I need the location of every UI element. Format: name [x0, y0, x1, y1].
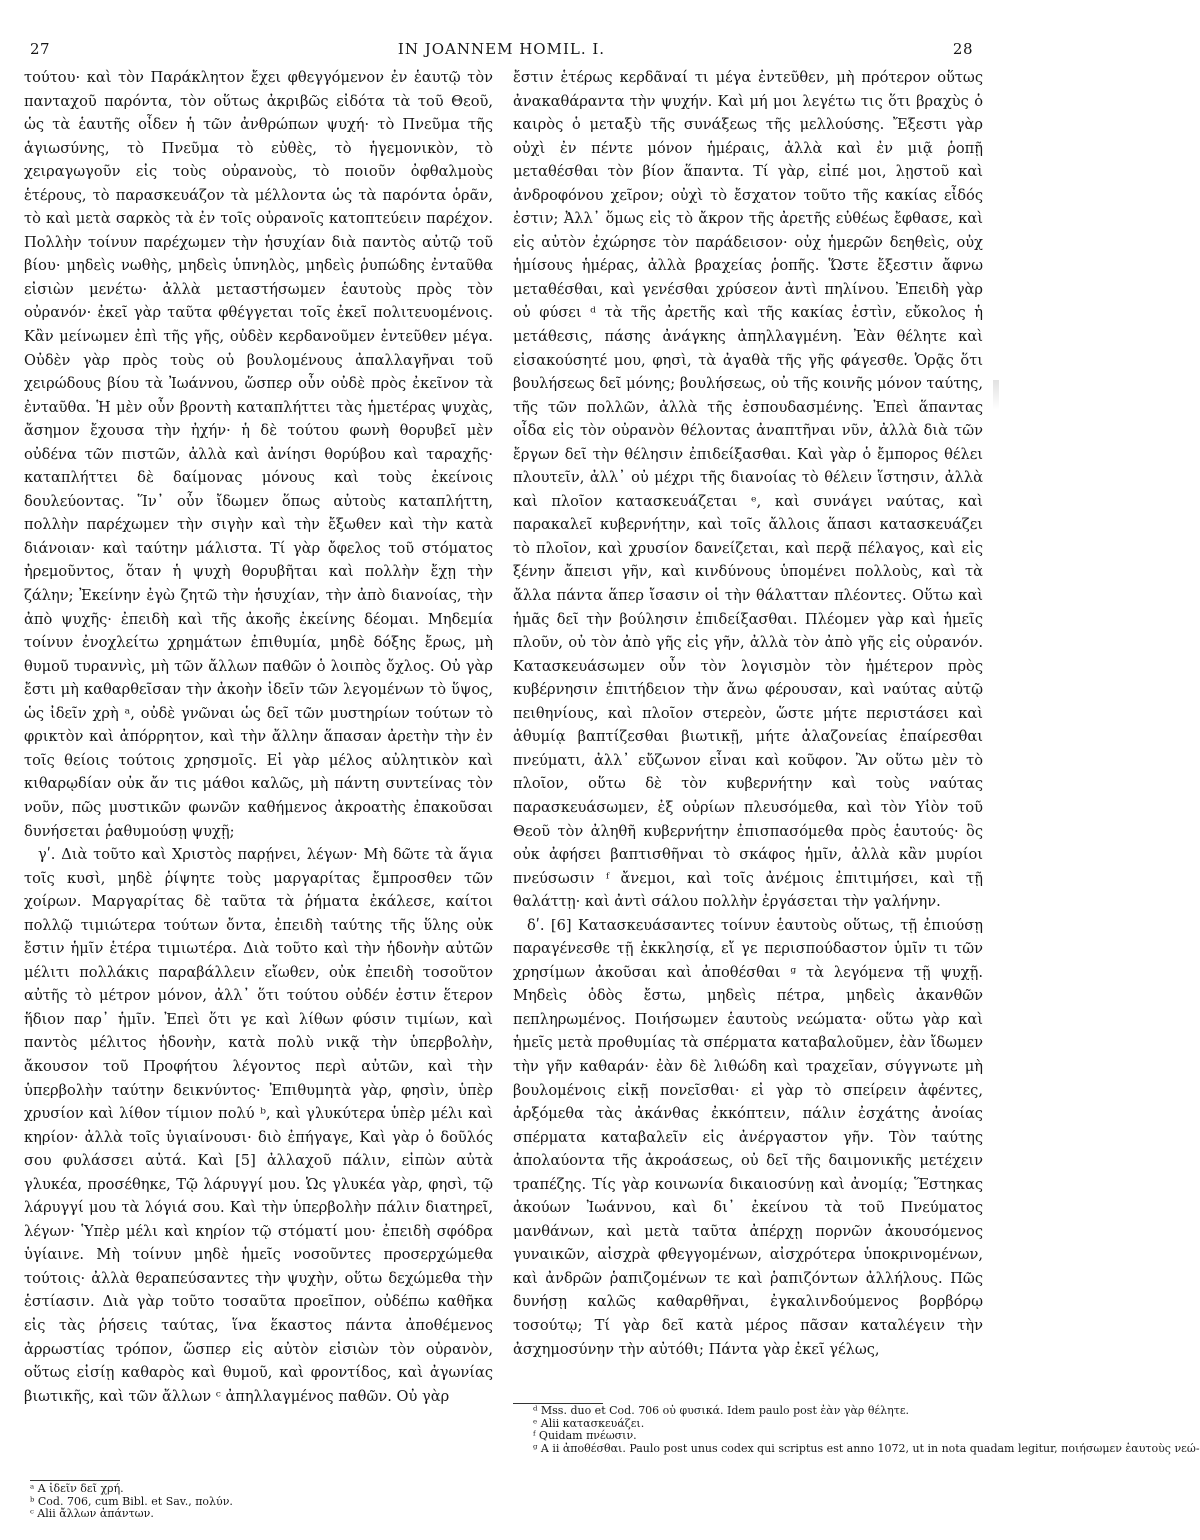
footnote: ᶜ Alii ἄλλων ἁπάντων.	[30, 1507, 154, 1520]
paragraph: τούτου· καὶ τὸν Παράκλητον ἔχει φθεγγόμενον ἐν ἑαυτῷ τὸν πανταχοῦ παρόντα, τὸν οὕτως ἀκριβῶς εἰδότα τὰ τοῦ Θεοῦ, ὡς τὰ ἑαυτῆς οἶδεν ἡ τῶν ἀνθρώπων ψυχή· τὸ Πνεῦμα τῆς ἁγιωσύνης, τὸ Πνεῦμα τὸ εὐθὲς, τὸ ἡγεμονικὸν, τὸ χειραγωγοῦν εἰς τοὺς οὐρανοὺς, τὸ ποιοῦν ὀφθαλμοὺς ἑτέρους, τὸ παρασκευάζον τὰ μέλλοντα ὡς τὰ παρόντα ὁρᾶν, τὸ καὶ μετὰ σαρκὸς τὰ ἐν τοῖς οὐρανοῖς κατοπτεύειν παρέχον. Πολλὴν τοίνυν παρέχωμεν τὴν ἡσυχίαν διὰ παντὸς αὐτῷ τοῦ βίου· μηδεὶς νωθὴς, μηδεὶς ὑπνηλὸς, μηδεὶς ῥυπώδης ἐνταῦθα εἰσιὼν μενέτω· ἀλλὰ μεταστήσωμεν ἑαυτοὺς πρὸς τὸν οὐρανόν· ἐκεῖ γὰρ ταῦτα φθέγγεται τοῖς ἐκεῖ πολιτευομένοις. Κἂν μείνωμεν ἐπὶ τῆς γῆς, οὐδὲν κερδανοῦμεν ἐντεῦθεν μέγα. Οὐδὲν γὰρ πρὸς τοὺς οὐ βουλομένους ἀπαλλαγῆναι τοῦ χειρώδους βίου τὰ Ἰωάννου, ὥσπερ οὖν οὐδὲ πρὸς ἐκεῖνον τὰ ἐνταῦθα. Ἡ μὲν οὖν βροντὴ καταπλήττει τὰς ἡμετέρας ψυχὰς, ἄσημον ἔχουσα τὴν ἠχήν· ἡ δὲ τούτου φωνὴ θορυβεῖ μὲν οὐδένα τῶν πιστῶν, ἀλλὰ καὶ ἀνίησι θορύβου καὶ ταραχῆς· καταπλήττει δὲ δαίμονας μόνους καὶ τοὺς ἐκείνοις δουλεύοντας. Ἵν᾿ οὖν ἴδωμεν ὅπως αὐτοὺς καταπλήττη, πολλὴν παρέχωμεν τὴν σιγὴν καὶ τὴν ἔξωθεν καὶ τὴν κατὰ διάνοιαν· καὶ ταύτην μάλιστα. Τί γὰρ ὄφελος τοῦ στόματος ἠρεμοῦντος, ὅταν ἡ ψυχὴ θορυβῆται καὶ πολλὴν ἔχῃ τὴν ζάλην; Ἐκείνην ἐγὼ ζητῶ τὴν ἡσυχίαν, τὴν ἀπὸ διανοίας, τὴν ἀπὸ ψυχῆς· ἐπειδὴ καὶ τῆς ἀκοῆς ἐκείνης δέομαι. Μηδεμία τοίνυν ἐνοχλείτω χρημάτων ἐπιθυμία, μηδὲ δόξης ἔρως, μὴ θυμοῦ τυραννὶς, μὴ τῶν ἄλλων παθῶν ὁ λοιπὸς ὄχλος. Οὐ γὰρ ἔστι μὴ καθαρθεῖσαν τὴν ἀκοὴν ἰδεῖν τῶν λεγομένων τὸ ὕψος, ὡς ἰδεῖν χρὴ ᵃ, οὐδὲ γνῶναι ὡς δεῖ τῶν μυστηρίων τούτων τὸ φρικτὸν καὶ ἀπόρρητον, καὶ τὴν ἄλλην ἅπασαν ἀρετὴν τὴν ἐν τοῖς θείοις τούτοις χρησμοῖς. Εἰ γὰρ μέλος αὐλητικὸν καὶ κιθαρῳδίαν οὐκ ἄν τις μάθοι καλῶς, μὴ πάντη συντείνας τὸν νοῦν, πῶς μυστικῶν φωνῶν καθήμενος ἀκροατὴς ἐπακοῦσαι δυνήσεται ῥαθυμούσῃ ψυχῇ;	[24, 69, 493, 840]
footnotes-left	[30, 1483, 500, 1521]
page-number-left: 27	[30, 40, 51, 58]
page-number-right: 28	[952, 40, 973, 58]
running-title: IN JOANNEM HOMIL. I.	[397, 40, 606, 58]
right-column	[513, 66, 983, 1361]
paragraph: ἔστιν ἑτέρως κερδᾶναί τι μέγα ἐντεῦθεν, μὴ πρότερον οὕτως ἀνακαθάραντα τὴν ψυχήν. Καὶ μή μοι λεγέτω τις ὅτι βραχὺς ὁ καιρὸς ὁ μεταξὺ τῆς συνάξεως τῆς μελλούσης. Ἔξεστι γὰρ οὐχὶ ἐν πέντε μόνον ἡμέραις, ἀλλὰ καὶ ἐν μιᾷ ῥοπῇ μεταθέσθαι τὸν βίον ἅπαντα. Τί γὰρ, εἰπέ μοι, λῃστοῦ καὶ ἀνδροφόνου χεῖρον; οὐχὶ τὸ ἔσχατον τοῦτο τῆς κακίας εἶδός ἐστιν; Ἀλλ᾿ ὅμως εἰς τὸ ἄκρον τῆς ἀρετῆς εὐθέως ἔφθασε, καὶ εἰς αὐτὸν ἐχώρησε τὸν παράδεισον· οὐχ ἡμερῶν δεηθεὶς, οὐχ ἡμίσους ἡμέρας, ἀλλὰ βραχείας ῥοπῆς. Ὥστε ἔξεστιν ἄφνω μεταθέσθαι, καὶ γενέσθαι χρύσεον ἀντὶ πηλίνου. Ἐπειδὴ γὰρ οὐ φύσει ᵈ τὰ τῆς ἀρετῆς καὶ τῆς κακίας ἐστὶν, εὔκολος ἡ μετάθεσις, πάσης ἀνάγκης ἀπηλλαγμένη. Ἐὰν θέλητε καὶ εἰσακούσητέ μου, φησὶ, τὰ ἀγαθὰ τῆς γῆς φάγεσθε. Ὁρᾷς ὅτι βουλήσεως δεῖ μόνης; βουλήσεως, οὐ τῆς κοινῆς μόνον ταύτης, τῆς τῶν πολλῶν, ἀλλὰ τῆς ἐσπουδασμένης. Ἐπεὶ ἅπαντας οἶδα εἰς τὸν οὐρανὸν θέλοντας ἀναπτῆναι νῦν, ἀλλὰ διὰ τῶν ἔργων δεῖ τὴν θέλησιν ἐπιδείξασθαι. Καὶ γὰρ ὁ ἔμπορος θέλει πλουτεῖν, ἀλλ᾿ οὐ μέχρι τῆς διανοίας τὸ θέλειν ἵστησιν, ἀλλὰ καὶ πλοῖον κατασκευάζεται ᵉ, καὶ συνάγει ναύτας, καὶ παρακαλεῖ κυβερνήτην, καὶ τοῖς ἄλλοις ἅπασι κατασκευάζει τὸ πλοῖον, καὶ χρυσίον δανείζεται, καὶ περᾷ πέλαγος, καὶ εἰς ξένην ἄπεισι γῆν, καὶ κινδύνους ὑπομένει πολλοὺς, καὶ τὰ ἄλλα πάντα ἅπερ ἴσασιν οἱ τὴν θάλατταν πλέοντες. Οὕτω καὶ ἡμᾶς δεῖ τὴν βούλησιν ἐπιδείξασθαι. Πλέομεν γὰρ καὶ ἡμεῖς πλοῦν, οὐ τὸν ἀπὸ γῆς εἰς γῆν, ἀλλὰ τὸν ἀπὸ γῆς εἰς οὐρανόν. Κατασκευάσωμεν οὖν τὸν λογισμὸν τὸν ἡμέτερον πρὸς κυβέρνησιν ἐπιτήδειον τὴν ἄνω φέρουσαν, καὶ ναύτας αὐτῷ πειθηνίους, καὶ πλοῖον στερεὸν, ὥστε μήτε περιστάσει καὶ ἀθυμίᾳ βαπτίζεσθαι βιωτικῇ, μήτε ἀλαζονείας ἐπαίρεσθαι πνεύματι, ἀλλ᾿ εὔζωνον εἶναι καὶ κοῦφον. Ἂν οὕτω μὲν τὸ πλοῖον, οὕτω δὲ τὸν κυβερνήτην καὶ τοὺς ναύτας παρασκευάσωμεν, ἐξ οὐρίων πλευσόμεθα, καὶ τὸν Υἱὸν τοῦ Θεοῦ τὸν ἀληθῆ κυβερνήτην ἐπισπασόμεθα πρὸς ἑαυτούς· ὃς οὐκ ἀφήσει βαπτισθῆναι τὸ σκάφος ἡμῖν, ἀλλὰ κἂν μυρίοι πνεύσωσιν ᶠ ἄνεμοι, καὶ τοῖς ἀνέμοις ἐπιτιμήσει, καὶ τῇ θαλάττῃ· καὶ ἀντὶ σάλου πολλὴν ἐργάσεται τὴν γαλήνην.	[513, 69, 983, 911]
footnote-rule-left	[30, 1480, 120, 1481]
footnote: ᵉ Alii κατασκευάζει.	[533, 1416, 645, 1430]
footnote: ᶠ Quidam πνέωσιν.	[533, 1429, 637, 1442]
footnote: ᵈ Mss. duo et Cod. 706 οὐ φυσικά. Idem paulo post ἐὰν γὰρ θέλητε.	[533, 1404, 910, 1417]
left-column	[24, 66, 493, 1408]
scan-margin-mark	[993, 380, 999, 410]
running-header	[30, 40, 973, 64]
paragraph-section-3: γʹ. Διὰ τοῦτο καὶ Χριστὸς παρῄνει, λέγων· Μὴ δῶτε τὰ ἅγια τοῖς κυσὶ, μηδὲ ῥίψητε τοὺς μαργαρίτας ἔμπροσθεν τῶν χοίρων. Μαργαρίτας δὲ ταῦτα τὰ ῥήματα ἐκάλεσε, καίτοι πολλῷ τιμιώτερα τούτων ὄντα, ἐπειδὴ ταύτης τῆς ὕλης οὐκ ἔστιν ἡμῖν ἑτέρα τιμιωτέρα. Διὰ τοῦτο καὶ τὴν ἡδονὴν αὐτῶν μέλιτι πολλάκις παραβάλλειν εἴωθεν, οὐκ ἐπειδὴ τοσοῦτον αὐτῆς τὸ μέτρον μόνον, ἀλλ᾿ ὅτι τούτου οὐδέν ἐστιν ἕτερον ἥδιον παρ᾿ ἡμῖν. Ἐπεὶ ὅτι γε καὶ λίθων φύσιν τιμίων, καὶ παντὸς μέλιτος ἡδονὴν, κατὰ πολὺ νικᾷ τὴν ὑπερβολὴν, ἄκουσον τοῦ Προφήτου λέγοντος περὶ αὐτῶν, καὶ τὴν ὑπερβολὴν ταύτην δεικνύντος· Ἐπιθυμητὰ γὰρ, φησὶν, ὑπὲρ χρυσίον καὶ λίθον τίμιον πολύ ᵇ, καὶ γλυκύτερα ὑπὲρ μέλι καὶ κηρίον· ἀλλὰ τοῖς ὑγιαίνουσι· διὸ ἐπήγαγε, Καὶ γὰρ ὁ δοῦλός σου φυλάσσει αὐτά. Καὶ [5] ἀλλαχοῦ πάλιν, εἰπὼν αὐτὰ γλυκέα, προσέθηκε, Τῷ λάρυγγί μου. Ὡς γλυκέα γὰρ, φησὶ, τῷ λάρυγγί μου τὰ λόγιά σου. Καὶ τὴν ὑπερβολὴν πάλιν διατηρεῖ, λέγων· Ὑπὲρ μέλι καὶ κηρίον τῷ στόματί μου· ἐπειδὴ σφόδρα ὑγίαινε. Μὴ τοίνυν μηδὲ ἡμεῖς νοσοῦντες προσερχώμεθα τούτοις· ἀλλὰ θεραπεύσαντες τὴν ψυχὴν, οὕτω δεχώμεθα τὴν ἑστίασιν. Διὰ γὰρ τοῦτο τοσαῦτα προεῖπον, οὐδέπω καθῆκα εἰς τὰς ῥήσεις ταύτας, ἵνα ἕκαστος πάντα ἀποθέμενος ἀρρωστίας τρόπον, ὥσπερ εἰς αὐτὸν εἰσιὼν τὸν οὐρανὸν, οὕτως εἰσίῃ καθαρὸς καὶ θυμοῦ, καὶ φροντίδος, καὶ ἀγωνίας βιωτικῆς, καὶ τῶν ἄλλων ᶜ ἀπηλλαγμένος παθῶν. Οὐ γὰρ	[24, 846, 493, 1405]
footnotes-right	[513, 1404, 1200, 1455]
footnote: ᵍ A ii ἀποθέσθαι. Paulo post unus codex qui scriptus est anno 1072, ut in nota quadam legitur, ποιήσωμεν ἑαυτοὺς νεώ-	[533, 1441, 1200, 1455]
paragraph-section-4: δʹ. [6] Κατασκευάσαντες τοίνυν ἑαυτοὺς οὕτως, τῇ ἐπιούσῃ παραγένεσθε τῇ ἐκκλησίᾳ, εἴ γε περισπούδαστον ὑμῖν τι τῶν χρησίμων ἀκοῦσαι καὶ ἀποθέσθαι ᵍ τὰ λεγόμενα τῇ ψυχῇ. Μηδεὶς ὁδὸς ἔστω, μηδεὶς πέτρα, μηδεὶς ἀκανθῶν πεπληρωμένος. Ποιήσωμεν ἑαυτοὺς νεώματα· οὕτω γὰρ καὶ ἡμεῖς μετὰ προθυμίας τὰ σπέρματα καταβαλοῦμεν, ἐὰν ἴδωμεν τὴν γῆν καθαράν· ἐὰν δὲ λιθώδη καὶ τραχεῖαν, σύγγνωτε μὴ βουλομένοις εἰκῇ πονεῖσθαι· εἰ γὰρ τὸ σπείρειν ἀφέντες, ἀρξόμεθα τὰς ἀκάνθας ἐκκόπτειν, πάλιν ἐσχάτης ἀνοίας σπέρματα καταβαλεῖν εἰς ἀνέργαστον γῆν. Τὸν ταύτης ἀπολαύοντα τῆς ἀκροάσεως, οὐ δεῖ τῆς δαιμονικῆς μετέχειν τραπέζης. Τίς γὰρ κοινωνία δικαιοσύνῃ καὶ ἀνομίᾳ; Ἕστηκας ἀκούων Ἰωάννου, καὶ δι᾿ ἐκείνου τὰ τοῦ Πνεύματος μανθάνων, καὶ μετὰ ταῦτα ἀπέρχῃ πορνῶν ἀκουσόμενος γυναικῶν, αἰσχρὰ φθεγγομένων, αἰσχρότερα ὑποκρινομένων, καὶ ἀνδρῶν ῥαπιζομένων τε καὶ ῥαπιζόντων ἀλλήλους. Πῶς δυνήσῃ καλῶς καθαρθῆναι, ἐγκαλινδούμενος βορβόρῳ τοσούτῳ; Τί γὰρ δεῖ κατὰ μέρος πᾶσαν καταλέγειν τὴν ἀσχημοσύνην τὴν αὐτόθι; Πάντα γὰρ ἐκεῖ γέλως,	[513, 916, 983, 1358]
footnote: ᵃ A ἰδεῖν δεῖ χρή.	[30, 1482, 124, 1495]
footnote: ᵇ Cod. 706, cum Bibl. et Sav., πολύν.	[30, 1494, 233, 1508]
